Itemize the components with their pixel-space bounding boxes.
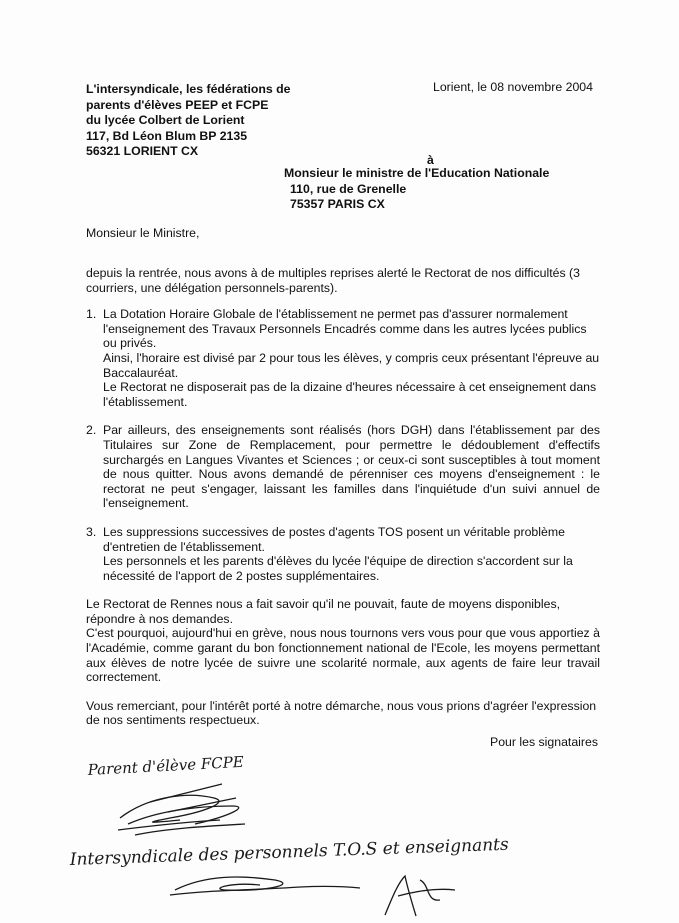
recipient-to: à [427,153,434,167]
salutation: Monsieur le Ministre, [86,226,200,240]
sender-line: du lycée Colbert de Lorient [86,113,245,128]
point-3 [86,525,600,583]
signature-scribble-2 [170,877,360,895]
closing-paragraphs [86,597,600,728]
point-paragraph: Les personnels et les parents d'élèves du lycée l'équipe de direction s'accordent sur la nécessité de l'apport de 2 postes supplémentaires. [103,554,573,583]
sender-line: 56321 LORIENT CX [86,144,199,159]
point-2 [86,423,600,511]
sender-line: parents d'élèves PEEP et FCPE [86,97,269,112]
closing-paragraph-2: C'est pourquoi, aujourd'hui en grève, nous nous tournons vers vous pour que vous apportiez à l'Académie, comme garant du bon fonctionnement national de l'Ecole, les moyens permettant aux élèves de notre lycée de suivre une scolarité normale, aux agents de faire leur travail correctement. [86,626,600,685]
signoff: Pour les signataires [490,735,598,749]
point-number: 1. [86,307,97,322]
intro-paragraph: depuis la rentrée, nous avons à de multiples reprises alerté le Rectorat de nos difficultés (3 courriers, une délégation personnels-parents). [86,266,580,295]
signature-scribble-3 [385,876,455,916]
sender-line: 117, Bd Léon Blum BP 2135 [86,128,248,143]
handwritten-signatures [0,740,679,923]
point-paragraph: Par ailleurs, des enseignements sont réalisés (hors DGH) dans l'établissement par des Titulaires sur Zone de Remplacement, pour permettre le dédoublement d'effectifs surchargés en Langues Vivantes et Sciences ; or ceux-ci sont susceptibles à tout moment de nous quitter. Nous avons demandé de pérenniser ces moyens d'enseignement : le rectorat ne peut s'engager, laissant les familles dans l'inquiétude d'un suivi annuel de l'enseignement. [103,423,600,511]
point-paragraph: Le Rectorat ne disposerait pas de la dizaine d'heures nécessaire à cet enseignement dans l'établissement. [103,380,597,409]
letter-date: Lorient, le 08 novembre 2004 [433,80,593,94]
point-paragraph: La Dotation Horaire Globale de l'établissement ne permet pas d'assurer normalement l'enseignement des Travaux Personnels Encadrés comme dans les autres lycées publics ou privés. [103,307,587,351]
recipient-street: 110, rue de Grenelle [290,181,407,196]
point-paragraph: Les suppressions successives de postes d'agents TOS posent un véritable problème d'entretien de l'établissement. [103,524,565,554]
recipient-city: 75357 PARIS CX [290,197,385,212]
handwritten-line-2: Intersyndicale des personnels T.O.S et enseignants [69,834,510,870]
point-number: 3. [86,524,97,539]
signature-scribble-1 [118,784,245,835]
closing-paragraph-3: Vous remerciant, pour l'intérêt porté à notre démarche, nous vous prions d'agréer l'expression de nos sentiments respectueux. [86,698,597,728]
sender-line: L'intersyndicale, les fédérations de [86,82,291,96]
closing-paragraph-1: Le Rectorat de Rennes nous a fait savoir qu'il ne pouvait, faute de moyens disponibles, répondre à nos demandes. [86,597,561,626]
sender-address [86,82,291,160]
recipient-address [284,166,549,213]
point-paragraph: Ainsi, l'horaire est divisé par 2 pour tous les élèves, y compris ceux présentant l'épreuve au Baccalauréat. [103,350,600,380]
handwritten-line-1: Parent d'élève FCPE [87,752,245,779]
letter-body [86,266,600,728]
point-number: 2. [86,423,97,438]
recipient-title: Monsieur le ministre de l'Education Nationale [284,166,550,180]
point-1 [86,307,600,409]
